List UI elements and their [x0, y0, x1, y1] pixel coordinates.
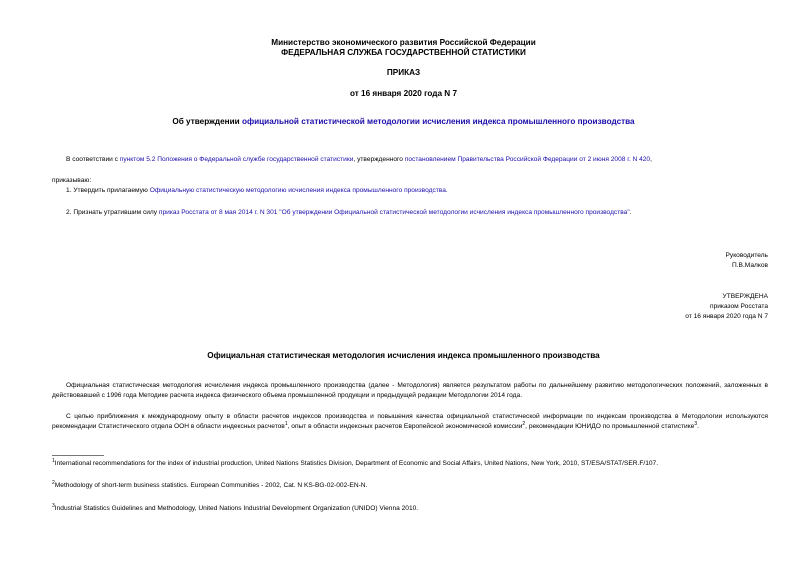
approval-line-1: УТВЕРЖДЕНА — [722, 293, 768, 300]
footnote-ref-2[interactable]: 2 — [522, 420, 526, 427]
p2-text-d: . — [697, 423, 699, 430]
footnote-1-text: International recommendations for the index of industrial production, United Nations Statistics Division, Department of Economic and Social Affairs, United Nations, New York, 2010, ST/ESA/STAT/SER.F/107. — [54, 460, 659, 467]
item-2-text-a: 2. Признать утратившим силу — [66, 209, 159, 216]
doc-date: от 16 января 2020 года N 7 — [349, 89, 458, 98]
p2-text-b: , опыт в области индексных расчетов Европейской экономической комиссии — [287, 423, 523, 430]
footnote-3-mark: 3 — [52, 502, 55, 509]
footnote-ref-3[interactable]: 3 — [694, 420, 698, 427]
footnote-divider — [52, 455, 104, 456]
repealed-order-link[interactable]: приказ Росстата от 8 мая 2014 г. N 301 "Об утверждении Официальной статистической методологии исчисления индекса промышленного производства" — [158, 209, 630, 216]
footnote-3-text: Industrial Statistics Guidelines and Methodology, United Nations Industrial Development Organization (UNIDO) Vienna 2010. — [54, 505, 419, 512]
ministry-name: Министерство экономического развития Российской Федерации — [271, 38, 536, 47]
approval-line-2: приказом Росстата — [710, 303, 768, 310]
footnote-2 — [52, 481, 768, 491]
service-name: ФЕДЕРАЛЬНАЯ СЛУЖБА ГОСУДАРСТВЕННОЙ СТАТИСТИКИ — [281, 48, 526, 57]
order-word: приказываю: — [52, 177, 92, 184]
item-1-text-b: . — [445, 187, 448, 194]
doc-title — [0, 116, 807, 127]
methodology-paragraph-2 — [52, 412, 768, 432]
footnote-2-mark: 2 — [52, 479, 55, 486]
methodology-heading: Официальная статистическая методология исчисления индекса промышленного производства — [207, 351, 600, 360]
methodology-paragraph-1: Официальная статистическая методология исчисления индекса промышленного производства (далее - Методология) является результатом работы по дальнейшему развитию методологических положений, заложенных в действовавшей с 1996 года Методике расчета индекса физического объема промышленной продукции и предыдущей редакции Методологии 2014 года. — [52, 382, 768, 399]
doc-title-prefix: Об утверждении — [172, 117, 242, 126]
signature-name: П.В.Малков — [731, 262, 768, 269]
footnote-ref-1[interactable]: 1 — [284, 420, 288, 427]
order-item-1 — [66, 186, 766, 196]
footnote-1 — [52, 459, 768, 469]
doc-type: ПРИКАЗ — [386, 68, 421, 77]
preamble-text-3: , — [650, 156, 652, 163]
preamble-paragraph — [66, 155, 766, 165]
approval-line-3: от 16 января 2020 года N 7 — [685, 313, 768, 320]
order-item-2 — [66, 208, 786, 218]
preamble-text-2: , утвержденного — [353, 156, 405, 163]
footnote-2-text: Methodology of short-term business statistics. European Communities - 2002, Cat. N KS-BG-02-002-EN-N. — [54, 482, 368, 489]
methodology-link[interactable]: Официальную статистическую методологию исчисления индекса промышленного производства — [149, 187, 446, 194]
doc-title-link[interactable]: официальной статистической методологии исчисления индекса промышленного производства — [241, 117, 635, 126]
footnote-3 — [52, 504, 768, 514]
item-1-text-a: 1. Утвердить прилагаемую — [66, 187, 150, 194]
p2-text-c: , рекомендации ЮНИДО по промышленной статистике — [525, 423, 695, 430]
decree-link[interactable]: постановлением Правительства Российской Федерации от 2 июня 2008 г. N 420 — [404, 156, 651, 163]
statute-link[interactable]: пунктом 5.2 Положения о Федеральной службе государственной статистики — [119, 156, 354, 163]
p2-text-a: С целью приближения к международному опыту в области расчетов индексов производства и повышения качества официальной статистической информации по индексам производства в Методологии используются рекомендации Статистического отдела ООН в области индексных расчетов — [52, 413, 768, 430]
item-2-text-b: . — [629, 209, 632, 216]
signature-role: Руководитель — [725, 252, 768, 259]
preamble-text-1: В соответствии с — [66, 156, 120, 163]
footnote-1-mark: 1 — [52, 457, 55, 464]
